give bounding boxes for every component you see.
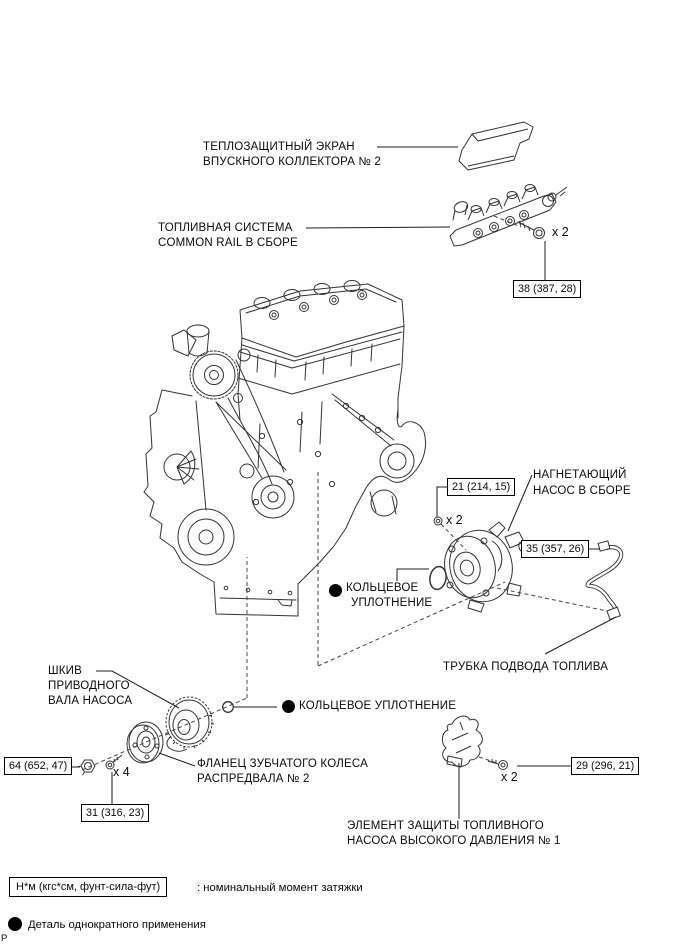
multiplier-rail-bolt: x 2 bbox=[552, 225, 569, 239]
rail-bolt-drawing bbox=[518, 221, 545, 239]
label-o-ring-lower: КОЛЬЦЕВОЕ УПЛОТНЕНИЕ bbox=[299, 700, 457, 712]
non-reusable-dot-icon bbox=[282, 700, 295, 713]
label-heat-shield-line2: ВПУСКНОГО КОЛЛЕКТОРА № 2 bbox=[203, 156, 382, 168]
label-pump-drive-pulley-line3: ВАЛА НАСОСА bbox=[48, 695, 133, 707]
label-pump-drive-pulley-line2: ПРИВОДНОГО bbox=[48, 680, 130, 692]
label-supply-pump-line1: НАГНЕТАЮЩИЙ bbox=[533, 469, 627, 481]
label-o-ring-upper-line2: УПЛОТНЕНИЕ bbox=[351, 597, 433, 609]
pump-bolt-drawing bbox=[434, 517, 442, 525]
non-reusable-dot-icon bbox=[8, 917, 22, 931]
label-common-rail-line1: ТОПЛИВНАЯ СИСТЕМА bbox=[158, 222, 293, 234]
multiplier-pump-bolt: x 2 bbox=[446, 513, 463, 527]
torque-box-pulley-nut: 64 (652, 47) bbox=[4, 757, 72, 775]
label-pump-protector-line2: НАСОСА ВЫСОКОГО ДАВЛЕНИЯ № 1 bbox=[347, 835, 561, 847]
assembly-axis-lines bbox=[82, 216, 607, 770]
label-supply-pump-line2: НАСОС В СБОРЕ bbox=[533, 485, 631, 497]
footer-page-mark: Р bbox=[1, 933, 8, 944]
legend-non-reusable: Деталь однократного применения bbox=[28, 919, 206, 931]
protector-bolt-drawing bbox=[488, 759, 508, 770]
label-pump-protector-line1: ЭЛЕМЕНТ ЗАЩИТЫ ТОПЛИВНОГО bbox=[347, 820, 544, 832]
engine-assembly-drawing bbox=[144, 281, 426, 617]
o-ring-lower-drawing bbox=[223, 702, 234, 713]
torque-box-rail-bolt: 38 (387, 28) bbox=[513, 280, 581, 298]
label-o-ring-upper-line1: КОЛЬЦЕВОЕ bbox=[346, 582, 419, 594]
torque-box-pump-bolt: 21 (214, 15) bbox=[447, 478, 515, 496]
legend-torque-unit-box: Н*м (кгс*см, фунт-сила-фут) bbox=[9, 877, 167, 897]
multiplier-protector-bolt: x 2 bbox=[501, 770, 518, 784]
drive-shaft-pulley-drawing bbox=[165, 697, 214, 751]
label-camshaft-flange-line1: ФЛАНЕЦ ЗУБЧАТОГО КОЛЕСА bbox=[197, 758, 368, 770]
leader-lines bbox=[68, 147, 616, 819]
camshaft-flange-drawing bbox=[127, 722, 163, 763]
label-fuel-inlet-pipe: ТРУБКА ПОДВОДА ТОПЛИВА bbox=[443, 661, 609, 673]
common-rail-drawing bbox=[450, 185, 567, 247]
torque-box-flange-bolt: 31 (316, 23) bbox=[81, 804, 149, 822]
fuel-inlet-pipe-drawing bbox=[588, 541, 621, 620]
label-common-rail-line2: COMMON RAIL В СБОРЕ bbox=[158, 237, 298, 249]
label-pump-drive-pulley-line1: ШКИВ bbox=[48, 665, 82, 677]
torque-box-pipe-union: 35 (357, 26) bbox=[521, 540, 589, 558]
non-reusable-dot-icon bbox=[329, 584, 342, 597]
torque-box-protector-bolt: 29 (296, 21) bbox=[571, 757, 639, 775]
legend-torque-caption: : номинальный момент затяжки bbox=[197, 882, 363, 894]
label-heat-shield-line1: ТЕПЛОЗАЩИТНЫЙ ЭКРАН bbox=[203, 141, 355, 153]
multiplier-flange-bolt: x 4 bbox=[113, 765, 130, 779]
heat-shield-drawing bbox=[459, 122, 533, 170]
label-camshaft-flange-line2: РАСПРЕДВАЛА № 2 bbox=[197, 773, 310, 785]
pump-protector-drawing bbox=[442, 716, 482, 767]
